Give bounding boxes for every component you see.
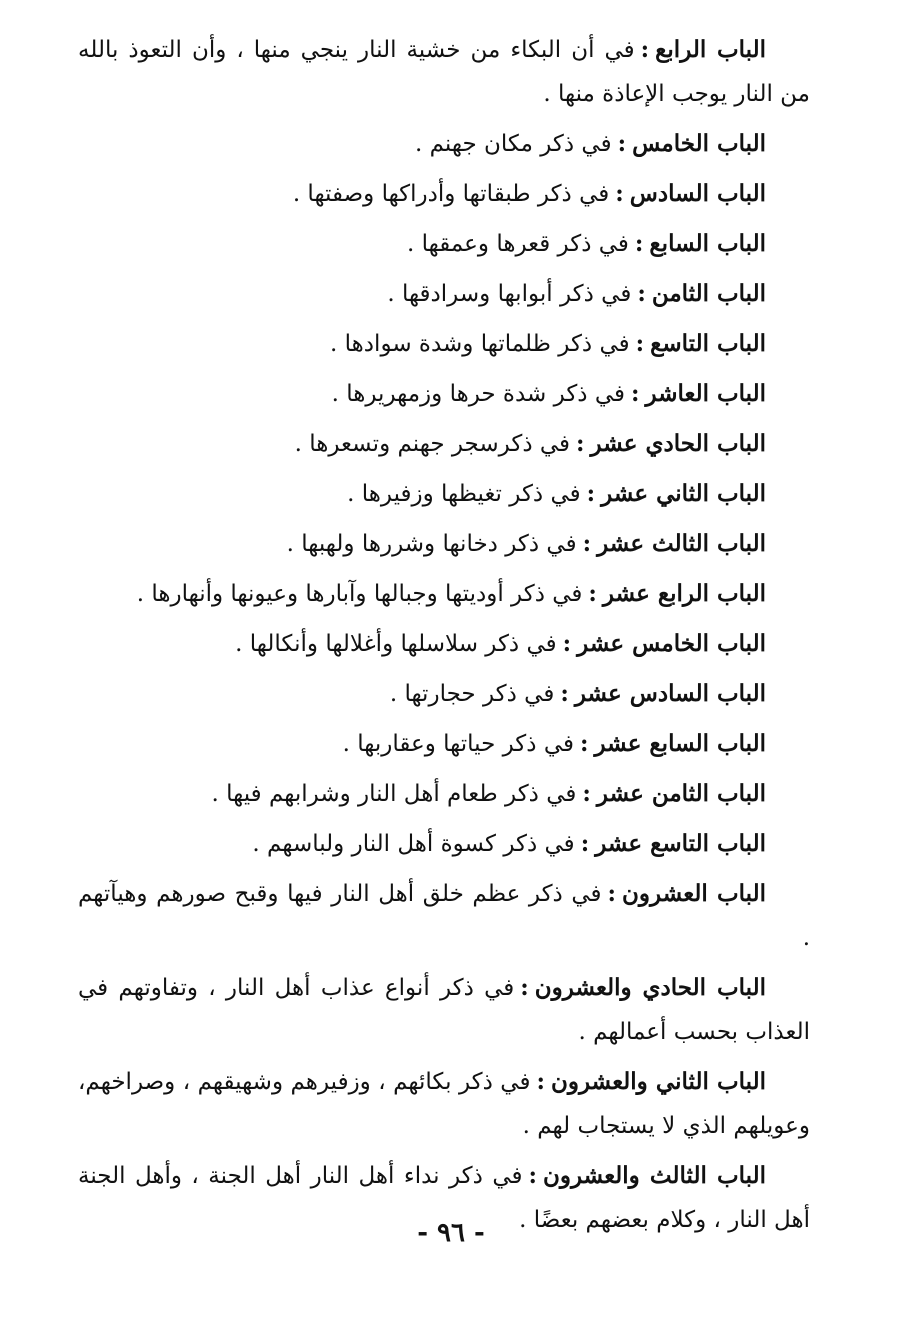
chapter-entry — [78, 422, 810, 466]
chapter-heading: الباب السابع عشر — [594, 730, 766, 757]
chapter-description: في ذكر عظم خلق أهل النار فيها وقبح صورهم وهيآتهم . — [78, 881, 810, 951]
heading-separator: : — [617, 130, 627, 157]
heading-separator: : — [579, 730, 589, 757]
chapter-description: في ذكر شدة حرها وزمهريرها . — [331, 381, 626, 407]
chapter-description: في أن البكاء من خشية النار ينجي منها ، وأن التعوذ بالله من النار يوجب الإعاذة منها . — [78, 37, 810, 107]
chapter-description: في ذكرسجر جهنم وتسعرها . — [294, 431, 571, 457]
heading-separator: : — [631, 380, 640, 407]
chapter-description: في ذكر حياتها وعقاربها . — [342, 731, 574, 757]
chapter-heading: الباب الرابع — [655, 36, 766, 63]
heading-separator: : — [635, 330, 645, 357]
chapter-entry — [78, 966, 810, 1054]
chapter-entry — [78, 1060, 810, 1148]
chapter-heading: الباب الثالث والعشرون — [542, 1162, 766, 1189]
chapter-heading: الباب الرابع عشر — [602, 580, 766, 607]
chapter-description: في ذكر بكائهم ، وزفيرهم وشهيقهم ، وصراخهم، وعويلهم الذي لا يستجاب لهم . — [78, 1069, 810, 1139]
chapter-list — [78, 28, 810, 1248]
chapter-description: في ذكر مكان جهنم . — [415, 131, 612, 157]
heading-separator: : — [586, 480, 596, 507]
chapter-heading: الباب الثاني عشر — [601, 480, 766, 507]
heading-separator: : — [582, 780, 591, 807]
heading-separator: : — [634, 230, 644, 257]
chapter-heading: الباب الحادي والعشرون — [534, 974, 766, 1001]
heading-separator: : — [520, 974, 529, 1001]
chapter-heading: الباب الخامس عشر — [577, 630, 766, 657]
heading-separator: : — [637, 280, 646, 307]
chapter-entry — [78, 372, 810, 416]
chapter-entry — [78, 522, 810, 566]
chapter-entry — [78, 772, 810, 816]
heading-separator: : — [576, 430, 585, 457]
chapter-heading: الباب السادس — [629, 180, 766, 207]
heading-separator: : — [562, 630, 572, 657]
chapter-entry — [78, 622, 810, 666]
chapter-description: في ذكر تغيظها وزفيرها . — [347, 481, 581, 507]
chapter-entry — [78, 672, 810, 716]
chapter-description: في ذكر طعام أهل النار وشرابهم فيها . — [211, 781, 577, 807]
heading-separator: : — [580, 830, 590, 857]
heading-separator: : — [615, 180, 624, 207]
chapter-heading: الباب الحادي عشر — [590, 430, 766, 457]
chapter-heading: الباب الثامن عشر — [596, 780, 766, 807]
heading-separator: : — [528, 1162, 537, 1189]
chapter-entry — [78, 472, 810, 516]
chapter-heading: الباب العاشر — [645, 380, 766, 407]
chapter-heading: الباب السادس عشر — [574, 680, 766, 707]
chapter-heading: الباب الثامن — [651, 280, 766, 307]
chapter-description: في ذكر سلاسلها وأغلالها وأنكالها . — [235, 631, 557, 657]
chapter-entry — [78, 322, 810, 366]
chapter-entry — [78, 272, 810, 316]
chapter-description: في ذكر حجارتها . — [389, 681, 555, 707]
chapter-heading: الباب العشرون — [622, 880, 766, 907]
chapter-description: في ذكر قعرها وعمقها . — [407, 231, 629, 257]
chapter-entry — [78, 872, 810, 960]
chapter-heading: الباب التاسع عشر — [595, 830, 766, 857]
chapter-description: في ذكر ظلماتها وشدة سوادها . — [330, 331, 630, 357]
heading-separator: : — [607, 880, 617, 907]
chapter-heading: الباب الثالث عشر — [597, 530, 766, 557]
heading-separator: : — [560, 680, 569, 707]
chapter-heading: الباب التاسع — [650, 330, 766, 357]
chapter-entry — [78, 822, 810, 866]
page-number: - ٩٦ - — [417, 1218, 485, 1248]
chapter-entry — [78, 122, 810, 166]
chapter-description: في ذكر أوديتها وجبالها وآبارها وعيونها وأنهارها . — [136, 581, 583, 607]
chapter-entry — [78, 572, 810, 616]
heading-separator: : — [582, 530, 592, 557]
chapter-description: في ذكر أنواع عذاب أهل النار ، وتفاوتهم في العذاب بحسب أعمالهم . — [78, 975, 810, 1045]
chapter-entry — [78, 28, 810, 116]
chapter-description: في ذكر دخانها وشررها ولهبها . — [286, 531, 577, 557]
chapter-heading: الباب الخامس — [632, 130, 766, 157]
chapter-entry — [78, 222, 810, 266]
chapter-heading: الباب السابع — [649, 230, 766, 257]
chapter-description: في ذكر طبقاتها وأدراكها وصفتها . — [292, 181, 610, 207]
heading-separator: : — [536, 1068, 545, 1095]
heading-separator: : — [640, 36, 650, 63]
chapter-entry — [78, 172, 810, 216]
chapter-description: في ذكر أبوابها وسرادقها . — [387, 281, 632, 307]
heading-separator: : — [588, 580, 597, 607]
chapter-heading: الباب الثاني والعشرون — [550, 1068, 766, 1095]
chapter-entry — [78, 722, 810, 766]
chapter-description: في ذكر نداء أهل النار أهل الجنة ، وأهل الجنة أهل النار ، وكلام بعضهم بعضًا . — [78, 1163, 810, 1233]
chapter-description: في ذكر كسوة أهل النار ولباسهم . — [252, 831, 575, 857]
